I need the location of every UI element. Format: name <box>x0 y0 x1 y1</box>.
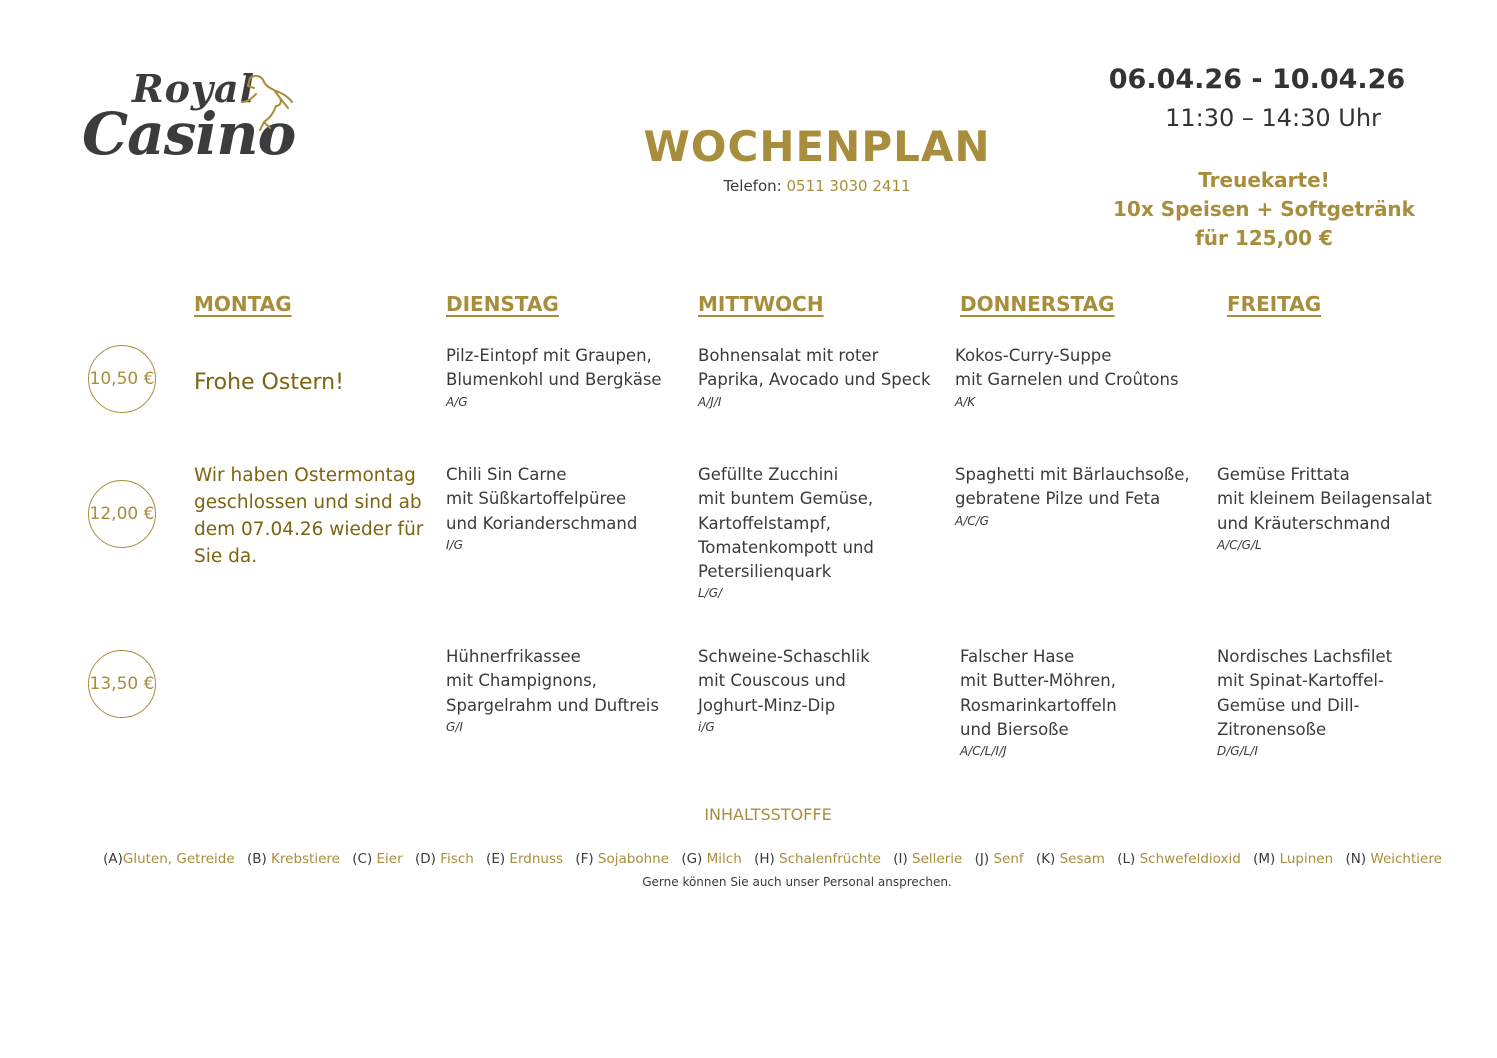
day-header-monday: MONTAG <box>194 292 292 316</box>
dish-line: Hühnerfrikassee <box>446 647 581 666</box>
dish-row1-tuesday <box>446 344 696 411</box>
dish-line: Gemüse und Dill- <box>1217 695 1360 715</box>
allergen-codes: A/C/G <box>955 513 989 528</box>
easter-greeting: Frohe Ostern! <box>194 370 344 395</box>
dish-row2-friday <box>1217 463 1467 554</box>
dish-line: Paprika, Avocado und Speck <box>698 370 931 390</box>
price-badge-1: 10,50 € <box>88 345 156 413</box>
allergen-codes: D/G/L/I <box>1217 744 1258 759</box>
dish-line: Chili Sin Carne <box>446 465 567 484</box>
phone-number[interactable]: 0511 3030 2411 <box>786 177 911 195</box>
dish-line: Petersilienquark <box>698 562 832 582</box>
dish-line: Joghurt-Minz-Dip <box>698 695 836 715</box>
dish-line: mit Butter-Möhren, <box>960 671 1116 691</box>
dish-line: Gemüse Frittata <box>1217 465 1350 484</box>
logo-line-royal: Royal <box>132 66 256 111</box>
legend-item-m: (M) Lupinen <box>1253 851 1334 867</box>
date-range: 06.04.26 - 10.04.26 <box>1108 64 1406 95</box>
dish-line: mit Spinat-Kartoffel- <box>1217 671 1384 691</box>
dish-row2-wednesday <box>698 463 948 602</box>
dish-line: mit buntem Gemüse, <box>698 489 874 509</box>
legend-item-c: (C) Eier <box>352 851 403 867</box>
allergen-codes: I/G <box>446 537 463 552</box>
dish-row1-thursday <box>955 344 1205 411</box>
dish-row2-thursday <box>955 463 1205 530</box>
dish-line: gebratene Pilze und Feta <box>955 489 1161 509</box>
day-header-friday: FREITAG <box>1227 292 1322 316</box>
dish-row3-friday <box>1217 645 1467 760</box>
legend-item-f: (F) Sojabohne <box>575 851 670 867</box>
day-header-wednesday: MITTWOCH <box>698 292 824 316</box>
dish-line: Zitronensoße <box>1217 719 1327 739</box>
allergen-codes: A/C/G/L <box>1217 537 1262 552</box>
dish-line: Blumenkohl und Bergkäse <box>446 370 662 390</box>
dish-line: Gefüllte Zucchini <box>698 465 839 484</box>
staff-note: Gerne können Sie auch unser Personal ansprechen. <box>642 875 952 889</box>
dish-line: Bohnensalat mit roter <box>698 346 879 365</box>
phone-label: Telefon: <box>723 177 782 195</box>
allergen-codes: L/G/ <box>698 586 723 601</box>
dish-line: mit Couscous und <box>698 671 846 691</box>
legend-item-l: (L) Schwefeldioxid <box>1117 851 1241 867</box>
dish-line: Spaghetti mit Bärlauchsoße, <box>955 465 1190 484</box>
allergen-codes: i/G <box>698 719 715 734</box>
closed-line: Sie da. <box>194 546 258 567</box>
legend-item-n: (N) Weichtiere <box>1345 851 1442 867</box>
allergen-codes: A/J/I <box>698 394 722 409</box>
dish-line: und Biersoße <box>960 719 1069 739</box>
allergen-codes: G/I <box>446 719 463 734</box>
legend-item-h: (H) Schalenfrüchte <box>754 851 881 867</box>
dish-line: mit kleinem Beilagensalat <box>1217 489 1432 509</box>
closed-line: dem 07.04.26 wieder für <box>194 519 424 540</box>
dish-line: mit Champignons, <box>446 671 597 691</box>
legend-item-d: (D) Fisch <box>414 851 474 867</box>
closed-notice <box>194 462 434 570</box>
legend-item-i: (I) Sellerie <box>893 851 963 867</box>
closed-line: geschlossen und sind ab <box>194 492 422 513</box>
dish-row2-tuesday <box>446 463 696 554</box>
allergen-codes: A/G <box>446 394 468 409</box>
loyalty-line-3: für 125,00 € <box>1195 226 1333 250</box>
dish-line: mit Garnelen und Croûtons <box>955 370 1179 390</box>
legend-item-g: (G) Milch <box>681 851 742 867</box>
brand-logo <box>80 66 300 170</box>
dish-line: Falscher Hase <box>960 647 1075 666</box>
dish-row1-wednesday <box>698 344 948 411</box>
dish-line: Tomatenkompott und <box>698 537 874 557</box>
page-title: WOCHENPLAN <box>643 122 991 171</box>
dish-line: Pilz-Eintopf mit Graupen, <box>446 346 652 365</box>
legend-item-k: (K) Sesam <box>1035 851 1105 867</box>
dish-line: Kartoffelstampf, <box>698 513 831 533</box>
dish-line: und Kräuterschmand <box>1217 513 1391 533</box>
dish-row3-wednesday <box>698 645 948 736</box>
price-badge-2: 12,00 € <box>88 480 156 548</box>
horse-icon <box>230 72 296 134</box>
dish-line: und Korianderschmand <box>446 513 638 533</box>
loyalty-card-offer <box>1110 166 1418 253</box>
legend-item-b: (B) Krebstiere <box>246 851 340 867</box>
allergen-codes: A/C/L/I/J <box>960 744 1007 759</box>
closed-line: Wir haben Ostermontag <box>194 465 416 486</box>
dish-line: Rosmarinkartoffeln <box>960 695 1117 715</box>
price-badge-3: 13,50 € <box>88 650 156 718</box>
legend-item-a: (A)Gluten, Getreide <box>103 851 235 867</box>
day-header-tuesday: DIENSTAG <box>446 292 559 316</box>
loyalty-line-2: 10x Speisen + Softgetränk <box>1113 197 1415 221</box>
opening-hours: 11:30 – 14:30 Uhr <box>1165 104 1381 132</box>
ingredients-legend <box>60 851 1485 867</box>
allergen-codes: A/K <box>955 394 976 409</box>
dish-line: Nordisches Lachsfilet <box>1217 647 1393 666</box>
dish-row3-thursday <box>960 645 1210 760</box>
day-header-thursday: DONNERSTAG <box>960 292 1115 316</box>
loyalty-line-1: Treuekarte! <box>1198 168 1330 192</box>
dish-line: mit Süßkartoffelpüree <box>446 489 627 509</box>
phone-line <box>600 177 1034 195</box>
dish-row3-tuesday <box>446 645 696 736</box>
legend-item-e: (E) Erdnuss <box>486 851 564 867</box>
dish-line: Spargelrahm und Duftreis <box>446 695 659 715</box>
dish-line: Schweine-Schaschlik <box>698 647 870 666</box>
legend-item-j: (J) Senf <box>974 851 1024 867</box>
ingredients-title: INHALTSSTOFFE <box>704 805 832 824</box>
dish-line: Kokos-Curry-Suppe <box>955 346 1112 365</box>
logo-line-casino: Casino <box>82 100 296 168</box>
